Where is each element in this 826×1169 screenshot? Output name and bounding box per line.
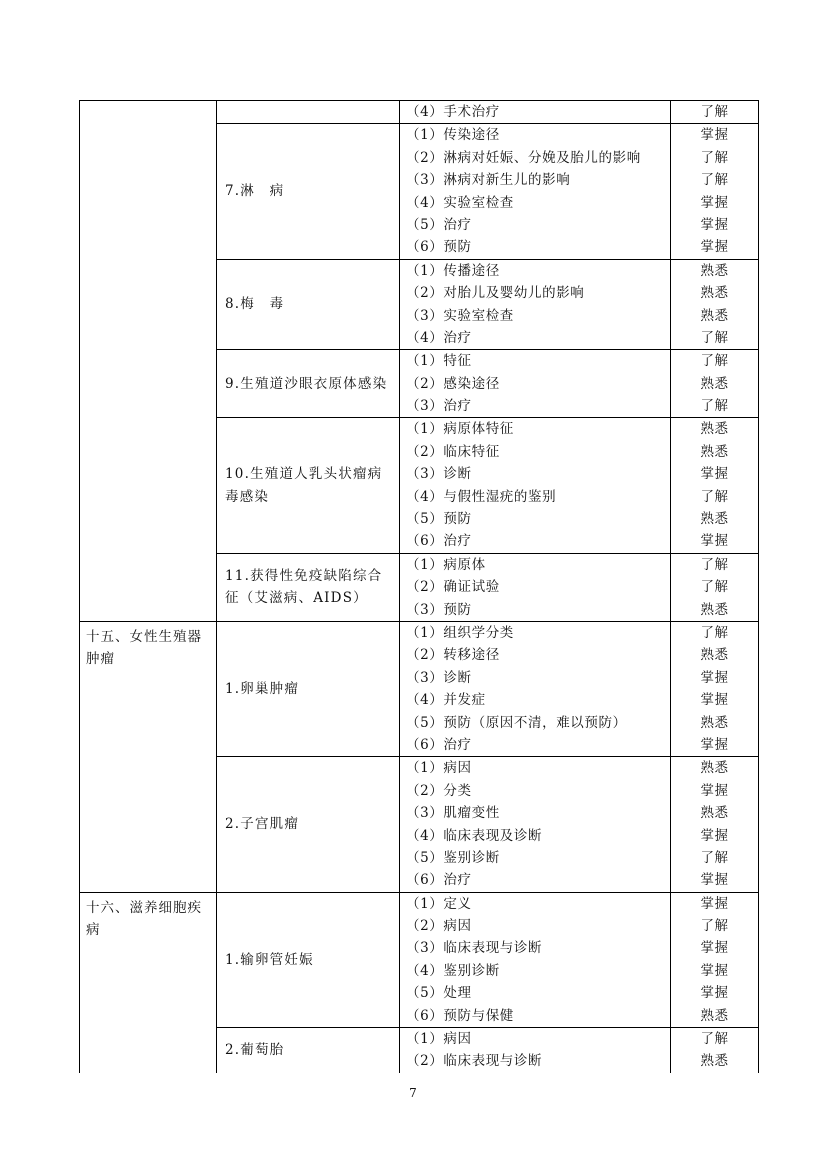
requirement-level: 了解	[700, 918, 729, 935]
level-cell	[671, 892, 759, 1027]
content-cell	[400, 892, 671, 1027]
content-item: （5）鉴别诊断	[406, 849, 500, 866]
content-cell	[400, 1028, 671, 1073]
requirement-level: 掌握	[700, 194, 729, 211]
requirement-level: 熟悉	[700, 511, 729, 528]
item-cell	[217, 892, 400, 1027]
requirement-level: 掌握	[700, 782, 729, 799]
content-item: （3）淋病对新生儿的影响	[406, 172, 571, 189]
content-item: （1）传染途径	[406, 127, 500, 144]
content-item: （3）实验室检查	[406, 307, 514, 324]
content-cell	[400, 124, 671, 259]
item-cell	[217, 553, 400, 621]
requirement-level: 了解	[700, 104, 729, 120]
requirement-level: 掌握	[700, 895, 729, 912]
item-label: 11.获得性免疫缺陷综合征（艾滋病、AIDS）	[225, 567, 383, 607]
item-label: 1.卵巢肿瘤	[225, 680, 300, 697]
requirement-level: 熟悉	[700, 375, 729, 392]
content-cell	[400, 621, 671, 756]
content-item: （1）组织学分类	[406, 624, 514, 641]
content-item: （1）病因	[406, 1031, 472, 1048]
requirement-level: 掌握	[700, 692, 729, 709]
requirement-level: 熟悉	[700, 1053, 729, 1070]
item-cell	[217, 350, 400, 418]
requirement-level: 熟悉	[700, 714, 729, 731]
content-item: （1）特征	[406, 353, 472, 370]
requirement-level: 掌握	[700, 736, 729, 753]
content-item: （6）预防与保健	[406, 1007, 514, 1024]
content-item: （3）预防	[406, 601, 472, 618]
content-item: （3）诊断	[406, 669, 472, 686]
requirement-level: 了解	[700, 1031, 729, 1048]
item-label: 1.输卵管妊娠	[225, 951, 314, 968]
requirement-level: 了解	[700, 172, 729, 189]
content-item: （5）处理	[406, 985, 472, 1002]
item-cell	[217, 1028, 400, 1073]
requirement-level: 掌握	[700, 962, 729, 979]
level-cell	[671, 418, 759, 553]
requirement-level: 熟悉	[700, 307, 729, 324]
item-label: 7.淋 病	[225, 183, 285, 200]
content-cell	[400, 101, 671, 124]
topic-label: 十六、滋养细胞疾病	[86, 899, 202, 938]
content-item: （4）鉴别诊断	[406, 962, 500, 979]
content-cell	[400, 553, 671, 621]
topic-cell	[80, 101, 217, 622]
requirement-level: 熟悉	[700, 760, 729, 777]
topic-label: 十五、女性生殖器肿瘤	[86, 628, 202, 667]
content-item: （1）病原体特征	[406, 421, 514, 438]
content-item: （6）治疗	[406, 736, 472, 753]
requirement-level: 掌握	[700, 239, 729, 256]
requirement-level: 掌握	[700, 216, 729, 233]
requirement-level: 了解	[700, 488, 729, 505]
level-cell	[671, 124, 759, 259]
content-item: （4）与假性湿疣的鉴别	[406, 488, 557, 505]
content-item: （4）实验室检查	[406, 194, 514, 211]
item-cell	[217, 418, 400, 553]
content-cell	[400, 259, 671, 350]
topic-cell	[80, 621, 217, 892]
requirement-level: 熟悉	[700, 285, 729, 302]
requirement-level: 了解	[700, 556, 729, 573]
item-label: 8.梅 毒	[225, 296, 285, 313]
requirement-level: 了解	[700, 398, 729, 415]
content-item: （3）临床表现与诊断	[406, 940, 543, 957]
requirement-level: 熟悉	[700, 443, 729, 460]
requirement-level: 了解	[700, 579, 729, 596]
content-item: （4）手术治疗	[406, 104, 500, 120]
content-item: （4）并发症	[406, 692, 486, 709]
level-cell	[671, 1028, 759, 1073]
item-cell	[217, 757, 400, 892]
content-item: （3）诊断	[406, 466, 472, 483]
content-item: （2）分类	[406, 782, 472, 799]
content-cell	[400, 350, 671, 418]
content-item: （2）感染途径	[406, 375, 500, 392]
content-item: （3）治疗	[406, 398, 472, 415]
requirement-level: 熟悉	[700, 421, 729, 438]
requirement-level: 了解	[700, 624, 729, 641]
content-item: （2）临床特征	[406, 443, 500, 460]
requirement-level: 了解	[700, 329, 729, 346]
content-item: （5）治疗	[406, 216, 472, 233]
content-item: （2）确证试验	[406, 579, 500, 596]
requirement-level: 熟悉	[700, 805, 729, 822]
requirement-level: 熟悉	[700, 262, 729, 279]
content-item: （4）临床表现及诊断	[406, 827, 543, 844]
level-cell	[671, 621, 759, 756]
content-item: （2）淋病对妊娠、分娩及胎儿的影响	[406, 149, 641, 166]
level-cell	[671, 757, 759, 892]
requirement-level: 掌握	[700, 872, 729, 889]
item-cell	[217, 124, 400, 259]
content-item: （6）治疗	[406, 872, 472, 889]
item-cell	[217, 621, 400, 756]
requirement-level: 掌握	[700, 827, 729, 844]
content-item: （2）转移途径	[406, 647, 500, 664]
content-item: （6）治疗	[406, 533, 472, 550]
requirement-level: 了解	[700, 849, 729, 866]
content-item: （2）对胎儿及婴幼儿的影响	[406, 285, 585, 302]
content-item: （1）传播途径	[406, 262, 500, 279]
content-cell	[400, 418, 671, 553]
page-number: 7	[409, 1086, 417, 1100]
requirement-level: 熟悉	[700, 647, 729, 664]
requirement-level: 了解	[700, 353, 729, 370]
item-label: 2.葡萄胎	[225, 1042, 285, 1059]
item-cell	[217, 259, 400, 350]
requirement-level: 掌握	[700, 669, 729, 686]
level-cell	[671, 101, 759, 124]
topic-label	[80, 101, 216, 105]
level-cell	[671, 259, 759, 350]
content-item: （3）肌瘤变性	[406, 805, 500, 822]
content-item: （1）病因	[406, 760, 472, 777]
content-item: （2）临床表现与诊断	[406, 1053, 543, 1070]
requirement-level: 掌握	[700, 985, 729, 1002]
item-label: 9.生殖道沙眼衣原体感染	[225, 375, 388, 392]
table-row	[80, 892, 759, 1027]
table-row	[80, 621, 759, 756]
content-item: （6）预防	[406, 239, 472, 256]
item-label: 10.生殖道人乳头状瘤病毒感染	[225, 466, 383, 505]
requirement-level: 掌握	[700, 466, 729, 483]
item-label: 2.子宫肌瘤	[225, 816, 300, 833]
content-item: （5）预防（原因不清，难以预防）	[406, 714, 627, 731]
content-item: （5）预防	[406, 511, 472, 528]
content-item: （1）定义	[406, 895, 472, 912]
requirement-level: 了解	[700, 149, 729, 166]
syllabus-table	[79, 100, 759, 1073]
requirement-level: 掌握	[700, 127, 729, 144]
content-item: （4）治疗	[406, 329, 472, 346]
topic-cell	[80, 892, 217, 1073]
content-cell	[400, 757, 671, 892]
requirement-level: 掌握	[700, 940, 729, 957]
requirement-level: 熟悉	[700, 1007, 729, 1024]
requirement-level: 熟悉	[700, 601, 729, 618]
item-cell	[217, 101, 400, 124]
content-item: （1）病原体	[406, 556, 486, 573]
level-cell	[671, 350, 759, 418]
content-item: （2）病因	[406, 918, 472, 935]
table-row	[80, 101, 759, 124]
requirement-level: 掌握	[700, 533, 729, 550]
level-cell	[671, 553, 759, 621]
